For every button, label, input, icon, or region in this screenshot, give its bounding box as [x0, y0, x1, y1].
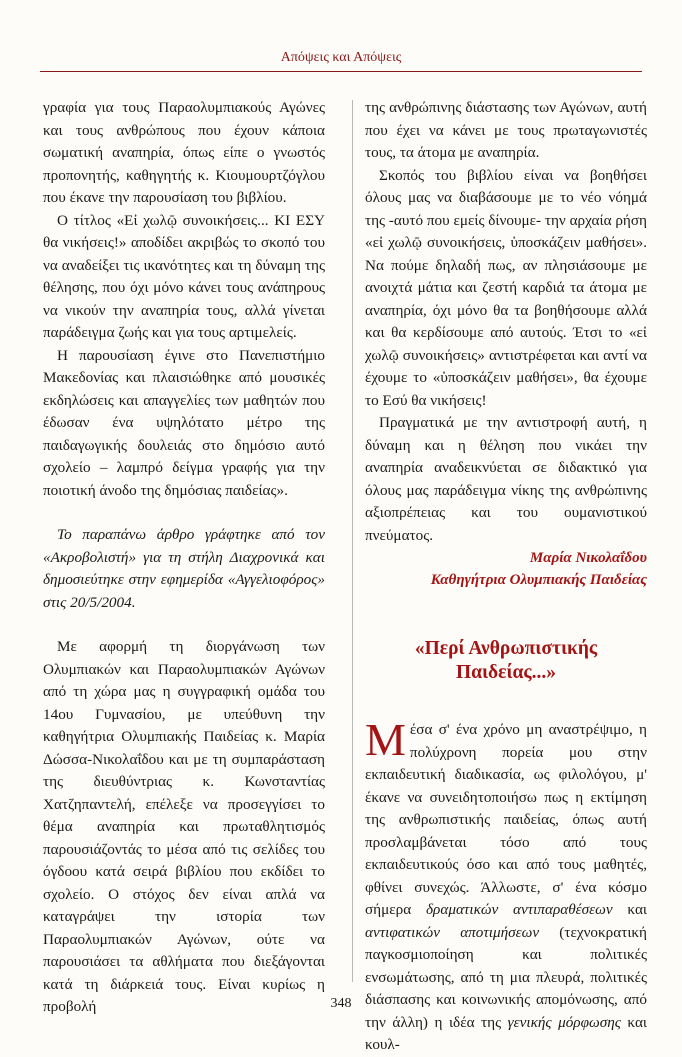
emphasis: αντιφατικών αποτιμήσεων: [365, 923, 540, 941]
page-number: 348: [330, 996, 352, 1011]
header-rule: [40, 71, 642, 72]
column-divider: [352, 100, 353, 982]
paragraph-text: και: [612, 901, 647, 918]
paragraph: Με αφορμή τη διοργάνωση των Ολυμπιακών και Παραολυμπιακών Αγώνων από τη χώρα μας η συγγραφική ομάδα του 14ου Γυμνασίου, με υπεύθυνη την καθηγήτρια Ολυμπιακής Παιδείας κ. Μαρία Δώσσα-Νικολαΐδου και με τη συμπαράσταση της διευθύντριας κ. Κωνσταντίας Χατζηπαντελή, επέλεξε να προσεγγίσει το θέμα αναπηρία και πρωταθλητισμός παρουσιάζοντάς το μέσα από τις σελίδες του όγδοου κατά σειρά βιβλίου που εκδίδει το σχολείο. Ο στόχος δεν είναι απλά να καταγράψει την ιστορία των Παραολυμπιακών Αγώνων, ούτε να παρουσιάσει τα αθλήματα που διεξάγονται κατά τη διάρκειά τους. Είναι κυρίως η προβολή: [43, 638, 325, 1015]
spacer: [43, 502, 325, 524]
paragraph-text: έσα σ' ένα χρόνο μη αναστρέψιμο, η πολύχρονη πορεία μου στην εκπαιδευτική διαδικασία, ως φιλολόγου, μ' έκανε να συνειδητοποιήσω πως η εκτίμηση της ανθρωπιστικής παιδείας, όπως αυτή προσλαμβάνεται τόσο από τους εκπαιδευτικούς όσο και από τους μαθητές, φθίνει συνεχώς. Άλλωστε, σ' ένα κόσμο σήμερα: [365, 721, 647, 918]
paragraph: Ο τίτλος «Εἰ χωλῷ συνοικήσεις... ΚΙ ΕΣΥ θα νικήσεις!» αποδίδει ακριβώς το σκοπό του να αναδείξει τις ικανότητες και τη δύναμη της θέλησης, που όχι μόνο κάνει τους ανάπηρους να νικούν την αναπηρία τους, αλλά γίνεται παράδειγμα ζωής και για τους αρτιμελείς.: [43, 211, 325, 341]
emphasis: γενικής μόρφωσης: [507, 1013, 621, 1031]
paragraph: Η παρουσίαση έγινε στο Πανεπιστήμιο Μακεδονίας και πλαισιώθηκε από μουσικές εκδηλώσεις και απαγγελίες των μαθητών που έδωσαν ένα υψηλότατο μέτρο της παιδαγωγικής δουλειάς στο δημόσιο αυτό σχολείο – λαμπρό δείγμα γραφής για την ποιοτική άνοδο της δημόσιας παιδείας».: [43, 346, 325, 499]
paragraph-text: (τεχνοκρατική παγκοσμιοποίηση και πολιτικές ενσωμάτωσης, από τη μια πλευρά, πολιτικές διάσπασης και κοινωνικής απομόνωσης, από την άλλη) η ιδέα της: [365, 923, 648, 1031]
paragraph: της ανθρώπινης διάστασης των Αγώνων, αυτή που έχει να κάνει με τους πρωταγωνιστές τους, τα άτομα με αναπηρία.: [365, 99, 647, 161]
paragraph: γραφία για τους Παραολυμπιακούς Αγώνες και τους ανθρώπους που έχουν κάποια σωματική αναπηρία, όπως είπε ο γνωστός προπονητής, καθηγητής κ. Κιουμουρτζόγλου που έκανε την παρουσίαση του βιβλίου.: [43, 99, 325, 206]
paragraph: Πραγματικά με την αντιστροφή αυτή, η δύναμη και η θέληση που νικάει την αναπηρία αναδεικνύεται σε διδακτικό για όλους μας παράδειγμα νίκης της ανθρώπινης αξιοπρέπειας και του ουμανιστικού πνεύματος.: [365, 414, 647, 544]
author-name: Μαρία Νικολαΐδου: [529, 550, 647, 566]
spacer: [43, 614, 325, 636]
publication-note: Το παραπάνω άρθρο γράφτηκε από τον «Ακροβολιστή» για τη στήλη Διαχρονικά και δημοσιεύτηκε στην εφημερίδα «Αγγελιοφόρος» στις 20/5/2004.: [43, 526, 325, 611]
running-head-title: Απόψεις και Απόψεις: [280, 50, 402, 65]
article-title: «Περί Ανθρωπιστικής Παιδείας...»: [414, 638, 598, 683]
emphasis: δραματικών αντιπαραθέσεων: [426, 901, 613, 918]
right-column: [365, 97, 647, 1057]
paragraph: Σκοπός του βιβλίου είναι να βοηθήσει όλους μας να διαβάσουμε με το νέο νόημά της -αυτό που εμείς δίνουμε- την αρχαία ρήση «εἰ χωλῷ συνοικήσεις, ὑποσκάζειν μαθήσει». Να πούμε δηλαδή πως, αν πλησιάσουμε με ανοιχτά μάτια και ζεστή καρδιά τα άτομα με αναπηρία, όχι μόνο θα τα βοηθήσουμε αλλά και θα κερδίσουμε από αυτούς. Έτσι το «εἰ χωλῷ συνοικήσεις» αντιστρέφεται και αντί να έχουμε το «ὑποσκάζειν μαθήσει», θα έχουμε το Εσύ θα νικήσεις!: [365, 166, 647, 409]
author-role: Καθηγήτρια Ολυμπιακής Παιδείας: [430, 572, 647, 588]
drop-cap: Μ: [365, 714, 406, 765]
left-column: [43, 97, 325, 1019]
paragraph-text: και κουλ-: [365, 1013, 647, 1053]
